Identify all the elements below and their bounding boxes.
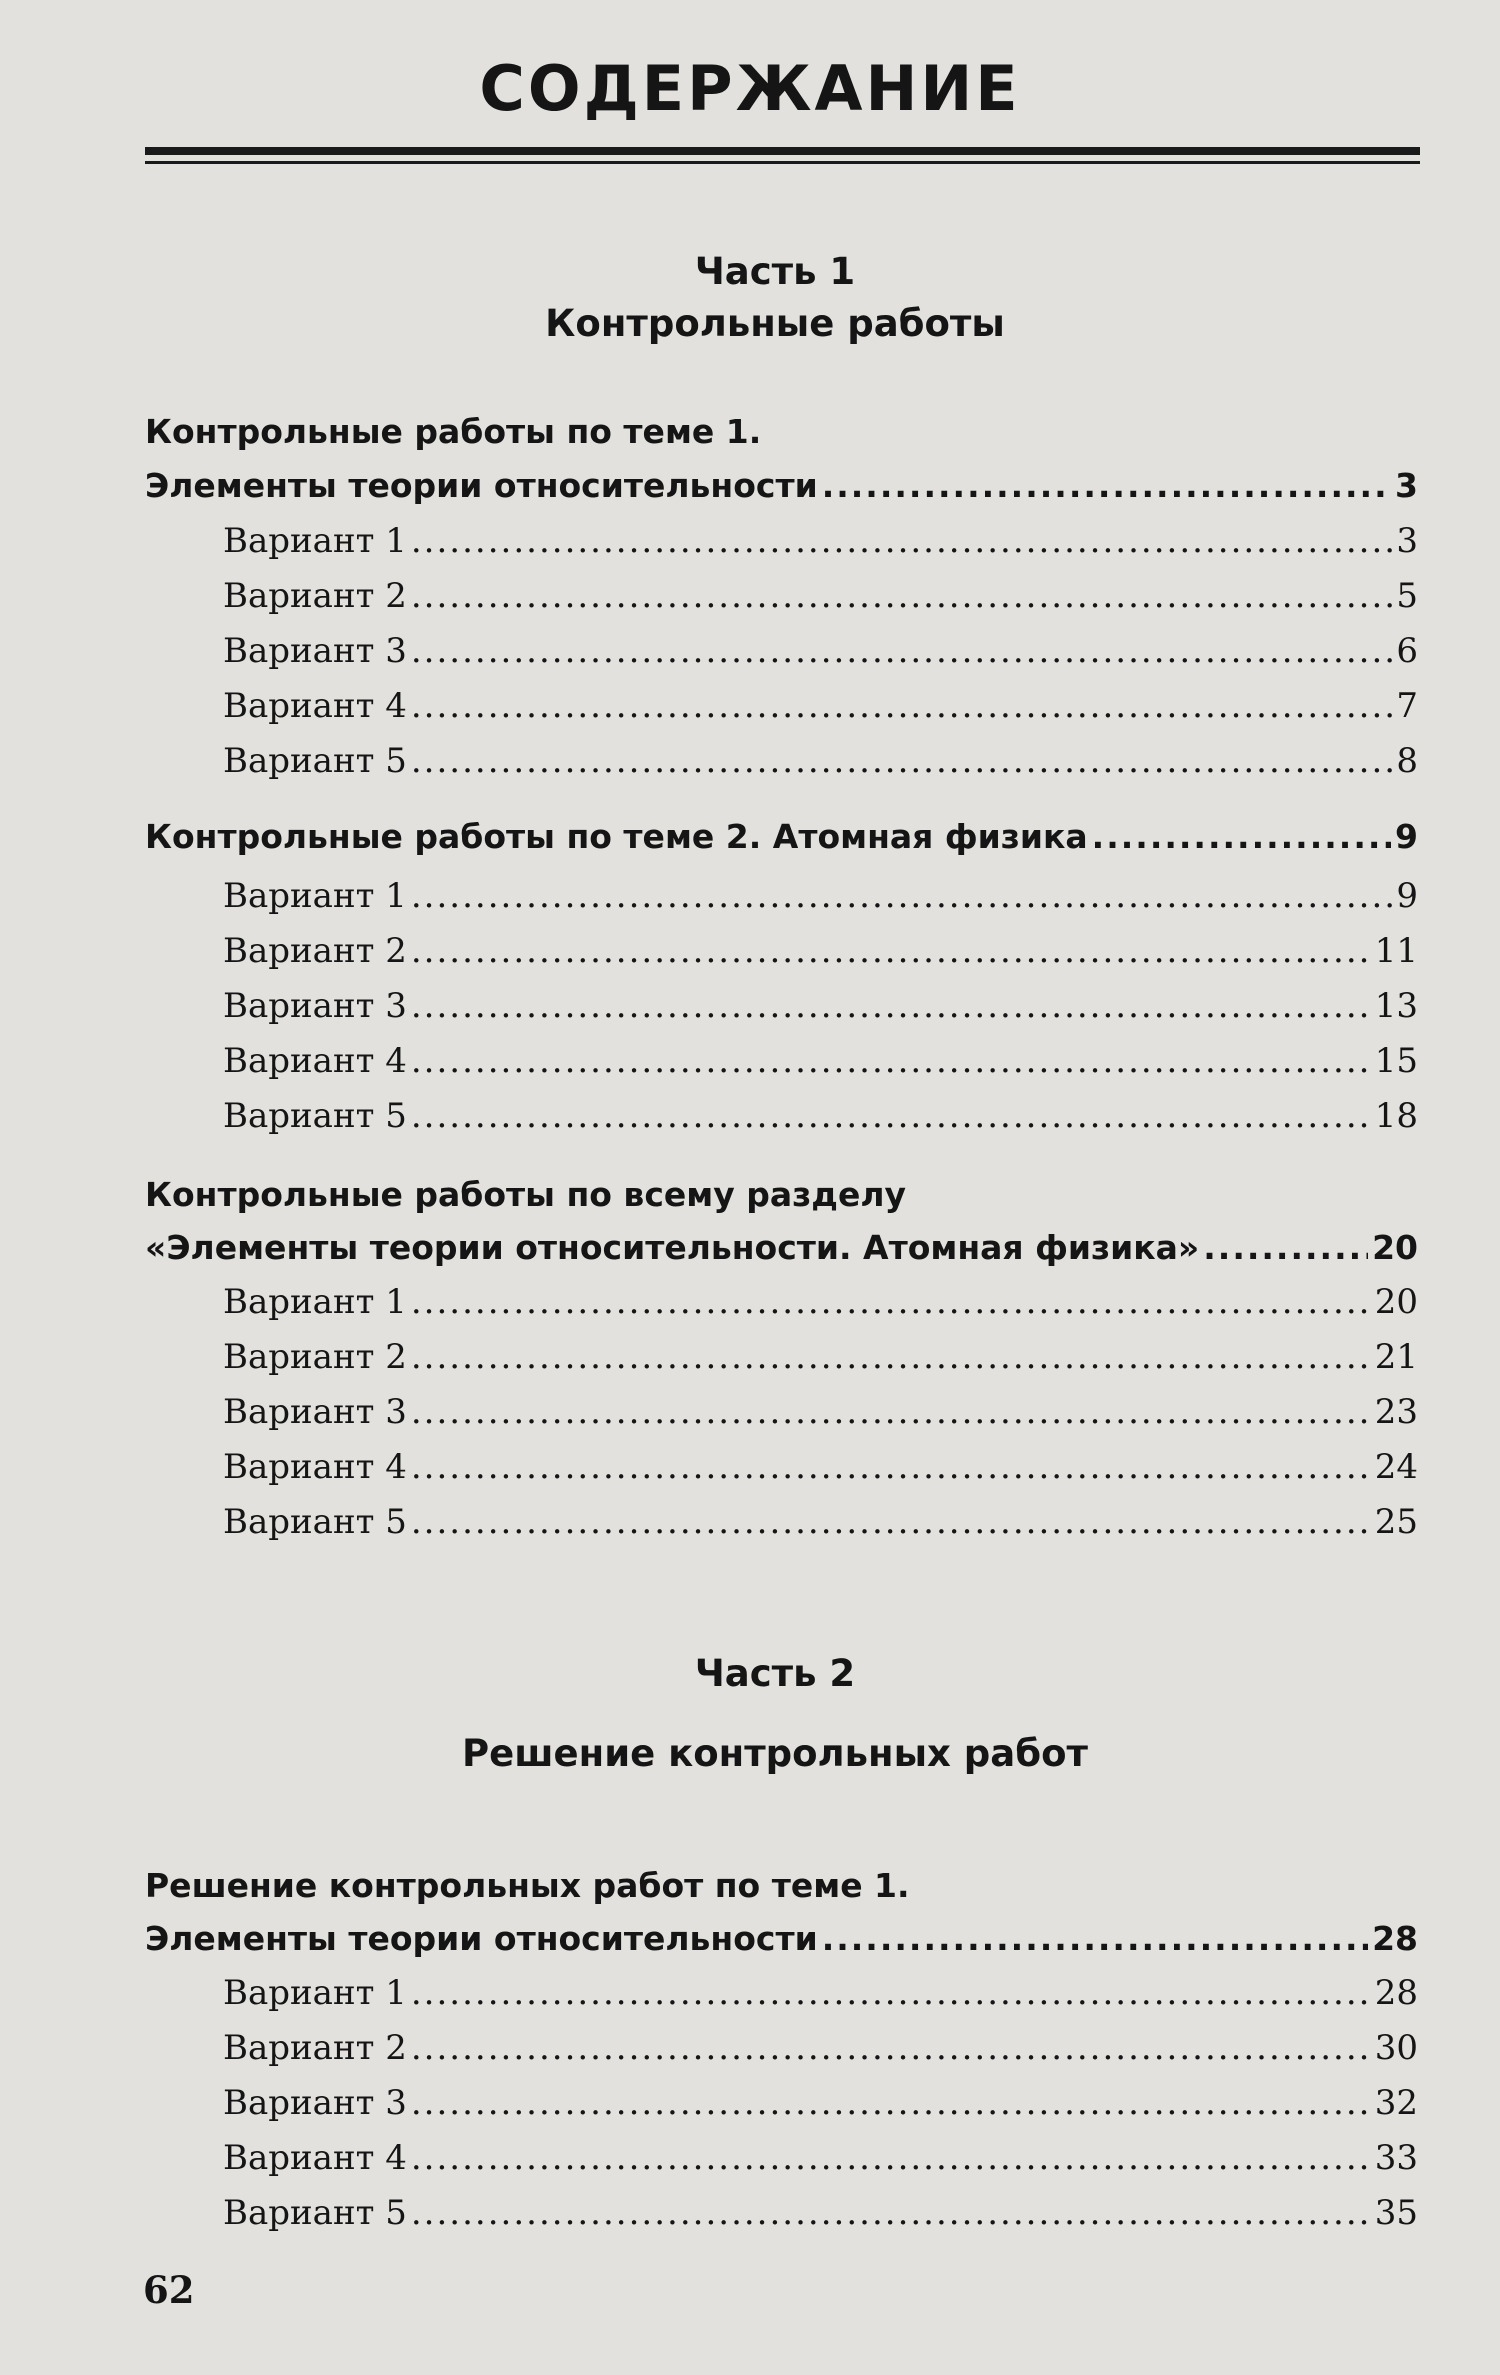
toc-label: Элементы теории относительности [145,1919,818,1958]
toc-page: 13 [1374,986,1418,1026]
toc-page: 25 [1374,1502,1418,1542]
toc-leader-dots [411,980,1371,1032]
toc-label: Вариант 3 [223,1392,407,1432]
toc-page: 9 [1396,876,1418,916]
toc-leader-dots [411,515,1392,567]
toc-page: 9 [1395,817,1418,856]
toc-label: Вариант 5 [223,741,407,781]
toc-variant[interactable] [223,980,1418,1032]
toc-label: Вариант 4 [223,2138,407,2178]
toc-leader-dots [411,625,1392,677]
toc-page: 5 [1396,576,1418,616]
toc-label: «Элементы теории относительности. Атомная физика» [145,1228,1200,1267]
toc-leader-dots [411,2187,1371,2239]
toc-page: 33 [1374,2138,1418,2178]
page-title: СОДЕРЖАНИЕ [479,52,1021,125]
toc-leader-dots [411,870,1392,922]
toc-leader-dots [1203,1222,1368,1274]
toc-leader-dots [411,1967,1371,2019]
toc-section-heading: Контрольные работы по всему разделу [145,1175,907,1214]
toc-page: 8 [1396,741,1418,781]
toc-leader-dots [411,1276,1371,1328]
toc-page: 24 [1374,1447,1418,1487]
page-number: 62 [143,2268,195,2312]
title-rule-thick [145,147,1420,155]
toc-label: Контрольные работы по теме 2. Атомная физика [145,817,1088,856]
toc-variant[interactable] [223,735,1418,787]
toc-label: Вариант 5 [223,2193,407,2233]
toc-leader-dots [411,570,1392,622]
toc-leader-dots [411,1386,1371,1438]
toc-label: Вариант 5 [223,1502,407,1542]
toc-leader-dots [411,2022,1371,2074]
toc-label: Элементы теории относительности [145,466,818,505]
toc-leader-dots [411,1035,1371,1087]
toc-label: Вариант 3 [223,631,407,671]
toc-variant[interactable] [223,2187,1418,2239]
toc-variant[interactable] [223,680,1418,732]
toc-label: Вариант 4 [223,1447,407,1487]
toc-page: 3 [1396,521,1418,561]
toc-page: 32 [1374,2083,1418,2123]
toc-page: 18 [1374,1096,1418,1136]
toc-label: Вариант 3 [223,2083,407,2123]
toc-variant[interactable] [223,2077,1418,2129]
toc-leader-dots [411,1496,1371,1548]
toc-label: Вариант 1 [223,1282,407,1322]
toc-page: 20 [1374,1282,1418,1322]
toc-variant[interactable] [223,1967,1418,2019]
toc-page: 15 [1374,1041,1418,1081]
toc-page: 6 [1396,631,1418,671]
toc-variant[interactable] [223,870,1418,922]
toc-page: 3 [1395,466,1418,505]
toc-leader-dots [411,2132,1371,2184]
toc-section-heading: Контрольные работы по теме 1. [145,412,762,451]
toc-section-line[interactable] [145,811,1418,863]
toc-label: Вариант 2 [223,576,407,616]
part2-title: Часть 2 [694,1652,856,1695]
toc-variant[interactable] [223,1035,1418,1087]
part2-subtitle: Решение контрольных работ [462,1732,1088,1775]
toc-label: Вариант 2 [223,931,407,971]
toc-section-heading: Решение контрольных работ по теме 1. [145,1866,910,1905]
toc-section-line[interactable] [145,1222,1418,1274]
toc-label: Вариант 1 [223,876,407,916]
toc-leader-dots [411,1441,1371,1493]
toc-variant[interactable] [223,515,1418,567]
toc-label: Вариант 5 [223,1096,407,1136]
toc-variant[interactable] [223,2132,1418,2184]
toc-leader-dots [822,1913,1368,1965]
toc-leader-dots [1092,811,1391,863]
toc-label: Вариант 3 [223,986,407,1026]
toc-label: Вариант 2 [223,1337,407,1377]
toc-label: Вариант 1 [223,1973,407,2013]
toc-label: Вариант 2 [223,2028,407,2068]
toc-variant[interactable] [223,1496,1418,1548]
title-rule-thin [145,161,1420,164]
toc-variant[interactable] [223,2022,1418,2074]
toc-page: 35 [1374,2193,1418,2233]
toc-variant[interactable] [223,1276,1418,1328]
toc-variant[interactable] [223,1331,1418,1383]
toc-leader-dots [411,735,1392,787]
toc-leader-dots [411,2077,1371,2129]
toc-leader-dots [411,925,1371,977]
toc-section-line[interactable] [145,1913,1418,1965]
toc-page: 21 [1374,1337,1418,1377]
toc-page: 28 [1374,1973,1418,2013]
toc-leader-dots [411,1331,1371,1383]
part1-subtitle: Контрольные работы [545,302,1005,345]
toc-section-line[interactable] [145,460,1418,512]
toc-page: 23 [1374,1392,1418,1432]
toc-variant[interactable] [223,1441,1418,1493]
toc-variant[interactable] [223,925,1418,977]
toc-label: Вариант 4 [223,686,407,726]
toc-leader-dots [411,680,1392,732]
toc-page: 7 [1396,686,1418,726]
toc-variant[interactable] [223,625,1418,677]
toc-leader-dots [411,1090,1371,1142]
toc-page: 28 [1372,1919,1418,1958]
toc-label: Вариант 4 [223,1041,407,1081]
toc-page: 30 [1374,2028,1418,2068]
toc-variant[interactable] [223,1090,1418,1142]
part1-title: Часть 1 [694,250,856,293]
toc-page: 20 [1372,1228,1418,1267]
toc-leader-dots [822,460,1391,512]
toc-variant[interactable] [223,570,1418,622]
toc-page: 11 [1374,931,1418,971]
toc-label: Вариант 1 [223,521,407,561]
toc-variant[interactable] [223,1386,1418,1438]
